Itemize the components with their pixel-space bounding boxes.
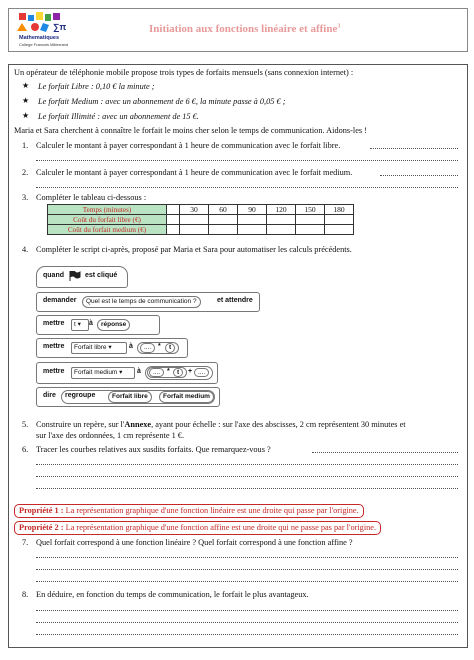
context-text: Maria et Sara cherchent à connaître le forfait le moins cher selon le temps de communication. Aidons-les ! (14, 126, 367, 135)
variable-dropdown[interactable]: Forfait medium ▾ (71, 367, 135, 379)
question-number: 7. (22, 538, 29, 547)
value-table (47, 204, 354, 235)
variable-dropdown[interactable]: Forfait libre ▾ (71, 342, 127, 354)
ask-and-wait-block[interactable]: demander Quel est le temps de communication ? et attendre (36, 292, 260, 312)
say-block[interactable]: dire regroupe Forfait libre Forfait medium (36, 387, 220, 407)
question-3: Compléter le tableau ci-dessous : (36, 193, 147, 202)
question-number: 3. (22, 193, 29, 202)
property-2: Propriété 2 : La représentation graphique d'une fonction affine est une droite qui ne passe pas par l'origine. (14, 521, 381, 535)
table-cell-empty[interactable] (325, 215, 354, 225)
question-number: 1. (22, 141, 29, 150)
table-row (48, 225, 354, 235)
answer-line[interactable] (36, 622, 458, 623)
star-icon: ★ (22, 111, 30, 120)
answer-line[interactable] (312, 452, 458, 453)
answer-line[interactable] (36, 476, 458, 477)
table-row (48, 215, 354, 225)
answer-line[interactable] (36, 610, 458, 611)
page-title: Initiation aux fonctions linéaire et affine$^3$ (149, 23, 341, 35)
table-header: Coût du forfait medium (€) (48, 225, 167, 235)
question-5-cont: sur l'axe des ordonnées, 1 cm représente 1 €. (36, 431, 185, 440)
table-cell-empty[interactable] (267, 225, 296, 235)
table-cell: 120 (267, 205, 296, 215)
table-cell-empty[interactable] (238, 225, 267, 235)
green-flag-icon (69, 271, 81, 281)
property-1: Propriété 1 : La représentation graphique d'une fonction linéaire est une droite qui passe par l'origine. (14, 504, 364, 518)
t-reporter[interactable]: t (173, 368, 183, 377)
question-1: Calculer le montant à payer correspondant à 1 heure de communication avec le forfait libre. (36, 141, 341, 150)
forfait-medium-reporter[interactable]: Forfait medium (159, 391, 214, 403)
question-4: Compléter le script ci-après, proposé par Maria et Sara pour automatiser les calculs précédents. (36, 245, 352, 254)
header (8, 8, 468, 52)
table-cell-empty[interactable] (296, 215, 325, 225)
forfait-medium: Le forfait Medium : avec un abonnement de 6 €, la minute passe à 0,05 € ; (38, 97, 286, 106)
svg-text:∑π: ∑π (53, 22, 67, 32)
table-header: Temps (minutes) (48, 205, 167, 215)
answer-line[interactable] (36, 187, 458, 188)
set-forfait-medium-block[interactable]: mettre Forfait medium ▾ à .... * t + .... (36, 362, 218, 384)
question-number: 8. (22, 590, 29, 599)
answer-line[interactable] (380, 175, 458, 176)
intro-text: Un opérateur de téléphonie mobile propose trois types de forfaits mensuels (sans connexion internet) : (14, 68, 354, 77)
forfait-libre-reporter[interactable]: Forfait libre (108, 391, 152, 403)
question-6: Tracer les courbes relatives aux susdits forfaits. Que remarquez-vous ? (36, 445, 271, 454)
table-row (48, 205, 354, 215)
table-cell: 180 (325, 205, 354, 215)
table-cell: 60 (209, 205, 238, 215)
answer-line[interactable] (36, 581, 458, 582)
answer-line[interactable] (36, 634, 458, 635)
when-flag-clicked-block[interactable]: quand est cliqué (36, 266, 128, 288)
table-cell: 150 (296, 205, 325, 215)
question-number: 4. (22, 245, 29, 254)
reponse-reporter[interactable]: réponse (97, 319, 130, 331)
blank-input[interactable]: .... (140, 343, 155, 353)
set-forfait-libre-block[interactable]: mettre Forfait libre ▾ à .... * t (36, 338, 188, 358)
logo-subtext: College Francois Mitterrand (19, 42, 69, 47)
star-icon: ★ (22, 96, 30, 105)
table-cell-empty[interactable] (180, 225, 209, 235)
forfait-illimite: Le forfait Illimité : avec un abonnement de 15 €. (38, 112, 199, 121)
forfait-libre: Le forfait Libre : 0,10 € la minute ; (38, 82, 155, 91)
answer-line[interactable] (36, 557, 458, 558)
question-5: Construire un repère, sur l'Annexe, ayant pour échelle : sur l'axe des abscisses, 2 cm représentent 30 minutes et (36, 420, 406, 429)
answer-line[interactable] (36, 464, 458, 465)
question-2: Calculer le montant à payer correspondant à 1 heure de communication avec le forfait medium. (36, 168, 353, 177)
answer-line[interactable] (370, 148, 458, 149)
question-7: Quel forfait correspond à une fonction linéaire ? Quel forfait correspond à une fonction affine ? (36, 538, 353, 547)
logo-text: Mathematiques (19, 35, 60, 41)
answer-line[interactable] (36, 488, 458, 489)
table-cell-empty[interactable] (267, 215, 296, 225)
blank-input[interactable]: .... (149, 368, 164, 377)
blank-input[interactable]: .... (194, 368, 209, 377)
question-number: 6. (22, 445, 29, 454)
question-number: 2. (22, 168, 29, 177)
question-number: 5. (22, 420, 29, 429)
table-cell-empty[interactable] (296, 225, 325, 235)
table-cell-empty[interactable] (209, 225, 238, 235)
table-cell-empty[interactable] (325, 225, 354, 235)
answer-line[interactable] (36, 160, 458, 161)
table-cell-empty[interactable] (180, 215, 209, 225)
set-t-block[interactable]: mettre t ▾ à réponse (36, 315, 160, 335)
table-cell-empty[interactable] (209, 215, 238, 225)
table-cell: 30 (180, 205, 209, 215)
star-icon: ★ (22, 81, 30, 90)
question-8: En déduire, en fonction du temps de communication, le forfait le plus avantageux. (36, 590, 309, 599)
t-reporter[interactable]: t (165, 343, 175, 353)
table-header: Coût du forfait libre (€) (48, 215, 167, 225)
question-input[interactable]: Quel est le temps de communication ? (82, 296, 201, 308)
variable-dropdown[interactable]: t ▾ (71, 319, 89, 331)
table-cell: 90 (238, 205, 267, 215)
table-cell-empty[interactable] (238, 215, 267, 225)
answer-line[interactable] (36, 569, 458, 570)
